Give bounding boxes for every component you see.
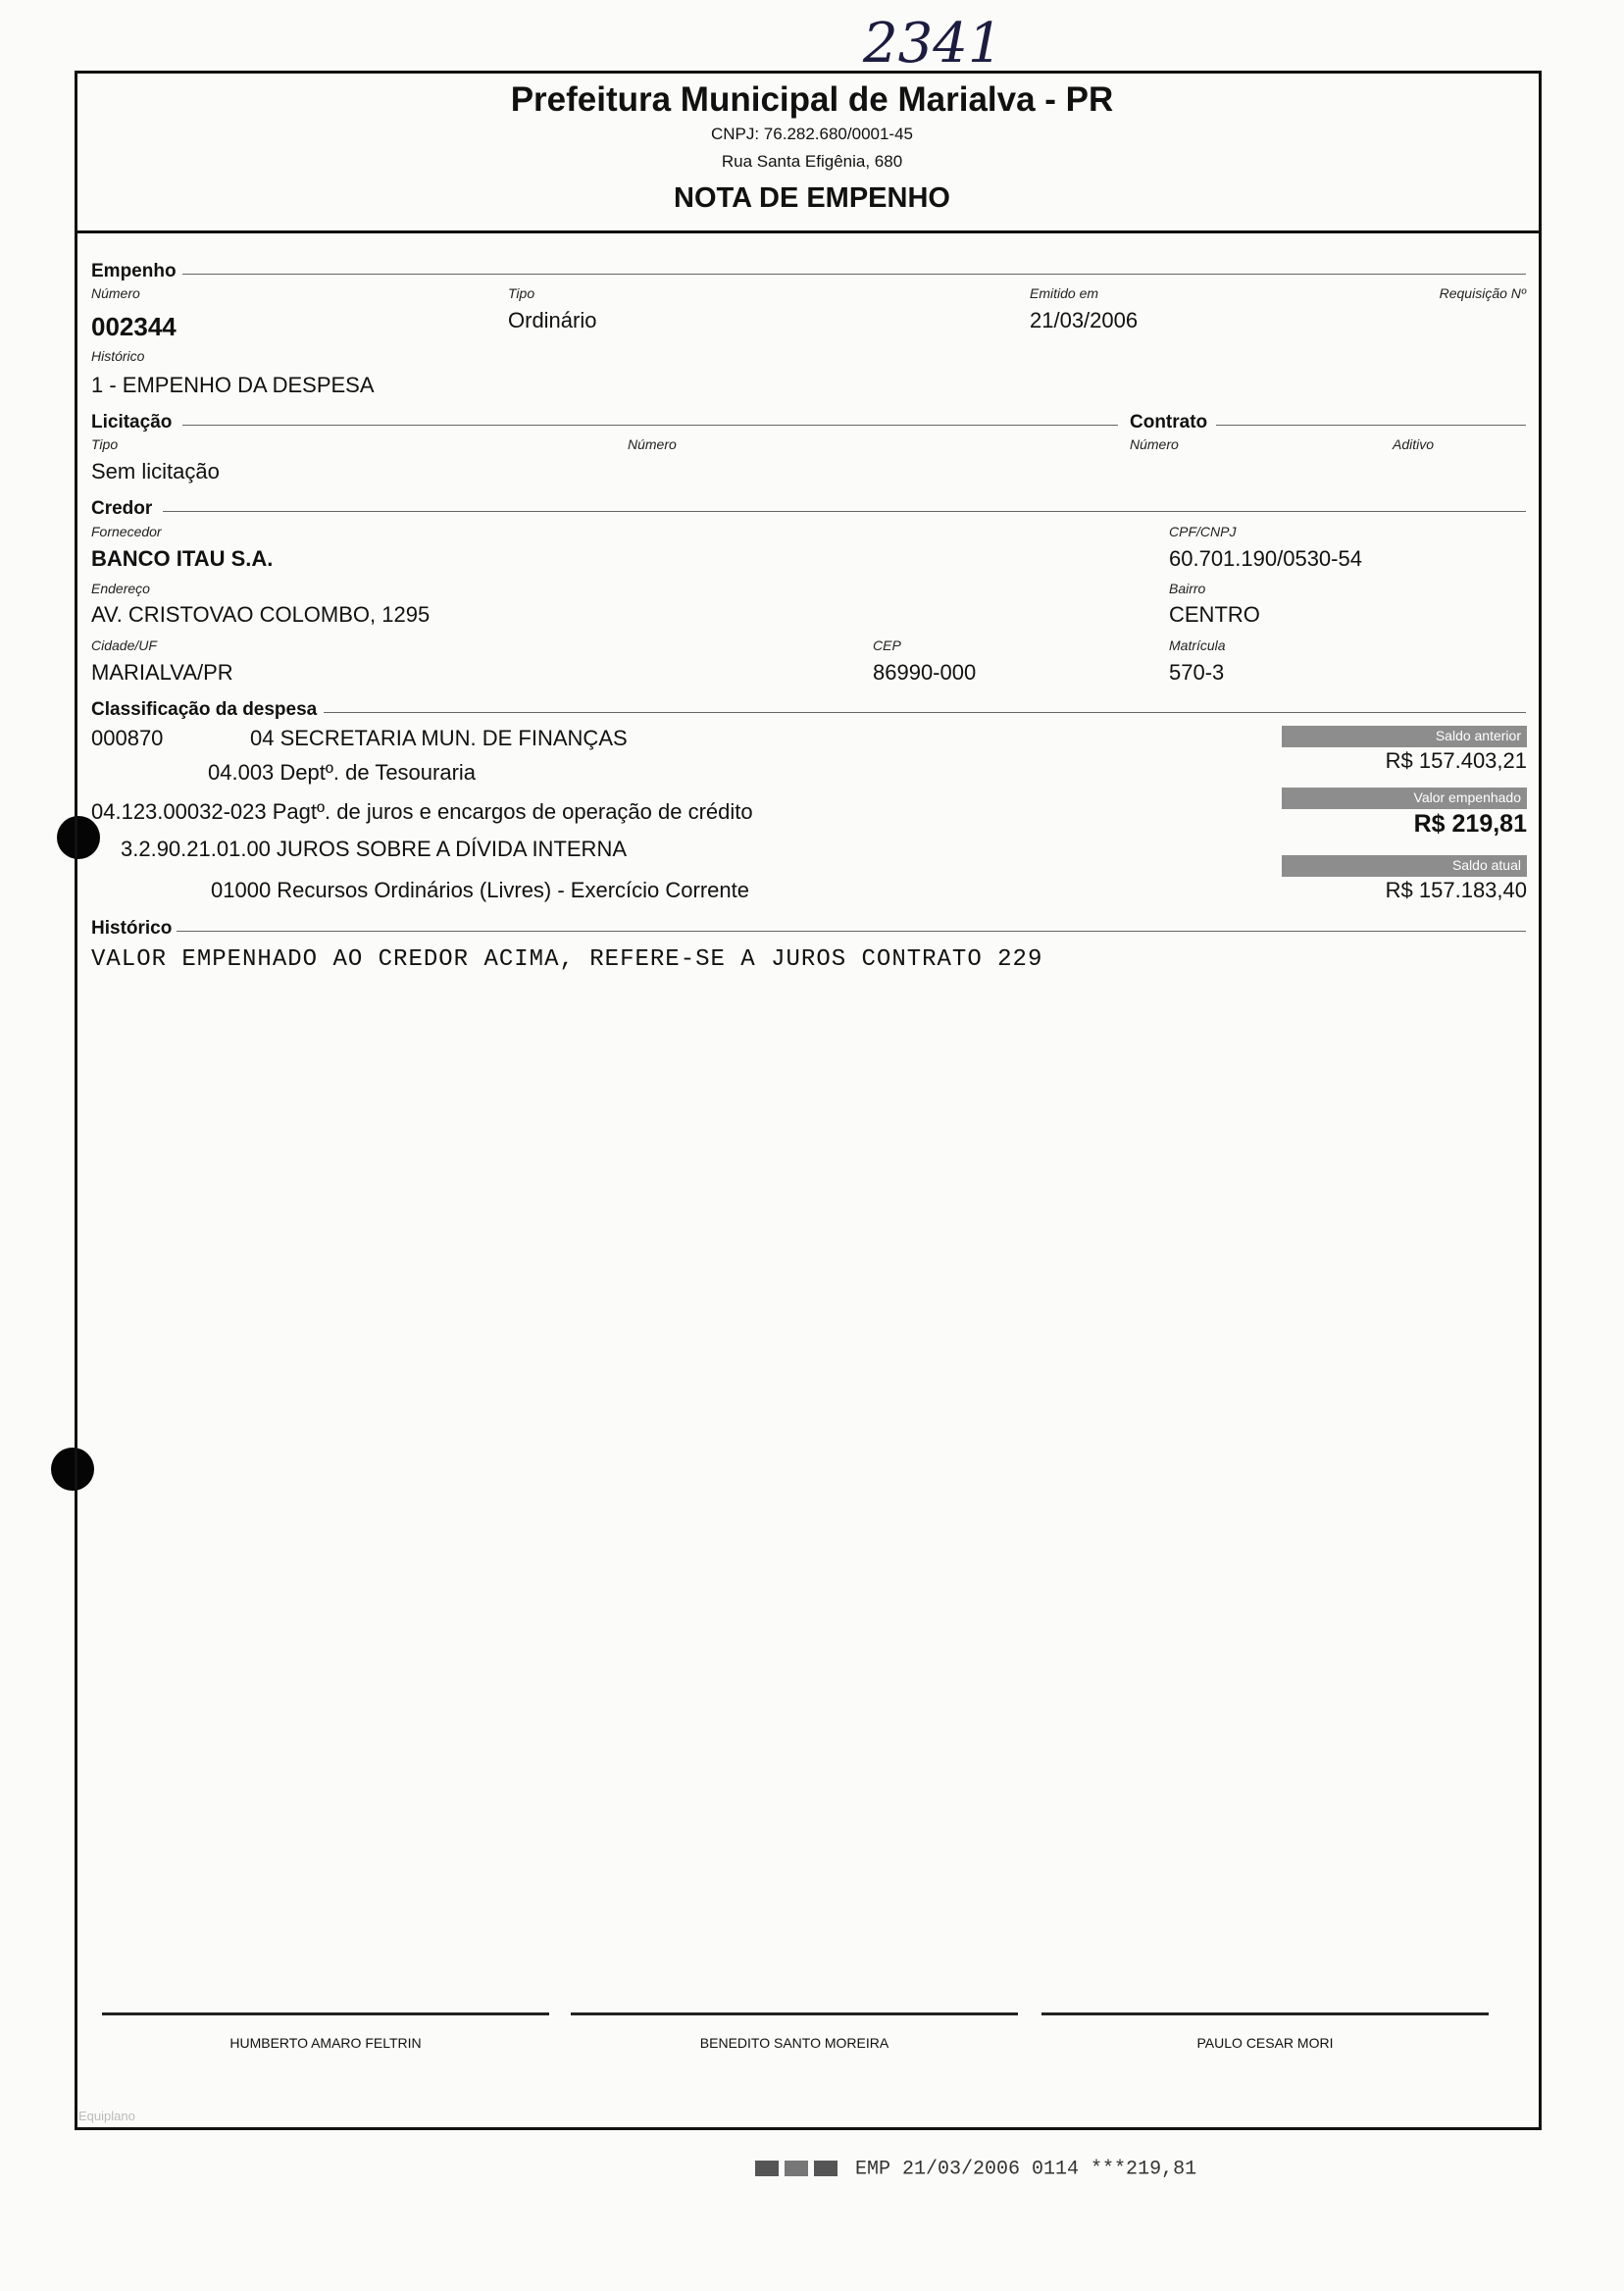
classificacao-orgao: 04 SECRETARIA MUN. DE FINANÇAS — [250, 726, 628, 750]
bairro-value: CENTRO — [1169, 602, 1260, 627]
cidade-value: MARIALVA/PR — [91, 660, 233, 685]
section-rule — [163, 511, 1526, 512]
section-rule — [182, 425, 1118, 426]
document-title: NOTA DE EMPENHO — [674, 182, 950, 214]
fornecedor-label: Fornecedor — [91, 524, 162, 539]
tipo-label: Tipo — [508, 285, 535, 301]
cidade-label: Cidade/UF — [91, 637, 157, 653]
bairro-label: Bairro — [1169, 581, 1206, 596]
fornecedor-name: BANCO ITAU S.A. — [91, 546, 274, 571]
section-rule — [1216, 425, 1526, 426]
section-rule — [177, 931, 1526, 932]
signature-line-3 — [1041, 2012, 1489, 2015]
stamp-text: EMP 21/03/2006 0114 ***219,81 — [855, 2158, 1197, 2181]
cep-label: CEP — [873, 637, 901, 653]
cep-value: 86990-000 — [873, 660, 977, 685]
emitido-date: 21/03/2006 — [1030, 308, 1139, 332]
section-empenho: Empenho — [91, 261, 177, 281]
matricula-label: Matrícula — [1169, 637, 1226, 653]
stamp-logo-icon — [755, 2158, 843, 2179]
empenho-tipo: Ordinário — [508, 308, 597, 332]
contrato-aditivo-label: Aditivo — [1393, 436, 1435, 452]
matricula-value: 570-3 — [1169, 660, 1225, 685]
valor-empenhado-value: R$ 219,81 — [1413, 810, 1527, 838]
classificacao-recurso: 01000 Recursos Ordinários (Livres) - Exercício Corrente — [211, 878, 749, 902]
saldo-anterior-label: Saldo anterior — [1282, 726, 1527, 747]
signatory-3: PAULO CESAR MORI — [1196, 2035, 1334, 2051]
requisicao-label: Requisição Nº — [1439, 285, 1526, 301]
software-watermark: Equiplano — [78, 2109, 135, 2123]
section-historico: Histórico — [91, 918, 173, 939]
classificacao-code: 000870 — [91, 726, 164, 750]
section-classificacao: Classificação da despesa — [91, 699, 318, 720]
valor-empenhado-label: Valor empenhado — [1282, 788, 1527, 809]
licitacao-tipo: Sem licitação — [91, 459, 220, 484]
signatory-1: HUMBERTO AMARO FELTRIN — [229, 2035, 422, 2051]
saldo-atual-label: Saldo atual — [1282, 855, 1527, 877]
endereco-label: Endereço — [91, 581, 150, 596]
section-contrato: Contrato — [1130, 412, 1208, 433]
signature-line-2 — [571, 2012, 1018, 2015]
empenho-numero: 002344 — [91, 312, 177, 341]
licitacao-tipo-label: Tipo — [91, 436, 119, 452]
section-rule — [182, 274, 1526, 275]
signature-line-1 — [102, 2012, 549, 2015]
numero-label: Número — [91, 285, 140, 301]
emitido-label: Emitido em — [1030, 285, 1099, 301]
historico-text: VALOR EMPENHADO AO CREDOR ACIMA, REFERE-SE A JUROS CONTRATO 229 — [91, 946, 1043, 973]
handwritten-page-number: 2341 — [863, 12, 1003, 76]
machine-stamp — [755, 2158, 1196, 2180]
header-separator — [75, 230, 1542, 233]
cpf-value: 60.701.190/0530-54 — [1169, 546, 1362, 571]
cnpj-line: CNPJ: 76.282.680/0001-45 — [710, 125, 914, 143]
licitacao-numero-label: Número — [628, 436, 677, 452]
saldo-atual-value: R$ 157.183,40 — [1385, 878, 1527, 902]
endereco-value: AV. CRISTOVAO COLOMBO, 1295 — [91, 602, 431, 627]
cpf-label: CPF/CNPJ — [1169, 524, 1237, 539]
empenho-historico: 1 - EMPENHO DA DESPESA — [91, 373, 375, 397]
classificacao-unidade: 04.003 Deptº. de Tesouraria — [208, 760, 477, 785]
signatory-2: BENEDITO SANTO MOREIRA — [699, 2035, 889, 2051]
classificacao-funcional: 04.123.00032-023 Pagtº. de juros e encargos de operação de crédito — [91, 799, 753, 824]
contrato-numero-label: Número — [1130, 436, 1179, 452]
saldo-anterior-value: R$ 157.403,21 — [1385, 748, 1527, 773]
historico-label: Histórico — [91, 348, 145, 364]
address-line: Rua Santa Efigênia, 680 — [721, 152, 903, 171]
section-licitacao: Licitação — [91, 412, 173, 433]
municipality-title: Prefeitura Municipal de Marialva - PR — [510, 80, 1114, 119]
classificacao-elemento: 3.2.90.21.01.00 JUROS SOBRE A DÍVIDA INTERNA — [121, 837, 628, 861]
section-rule — [324, 712, 1526, 713]
section-credor: Credor — [91, 498, 153, 519]
